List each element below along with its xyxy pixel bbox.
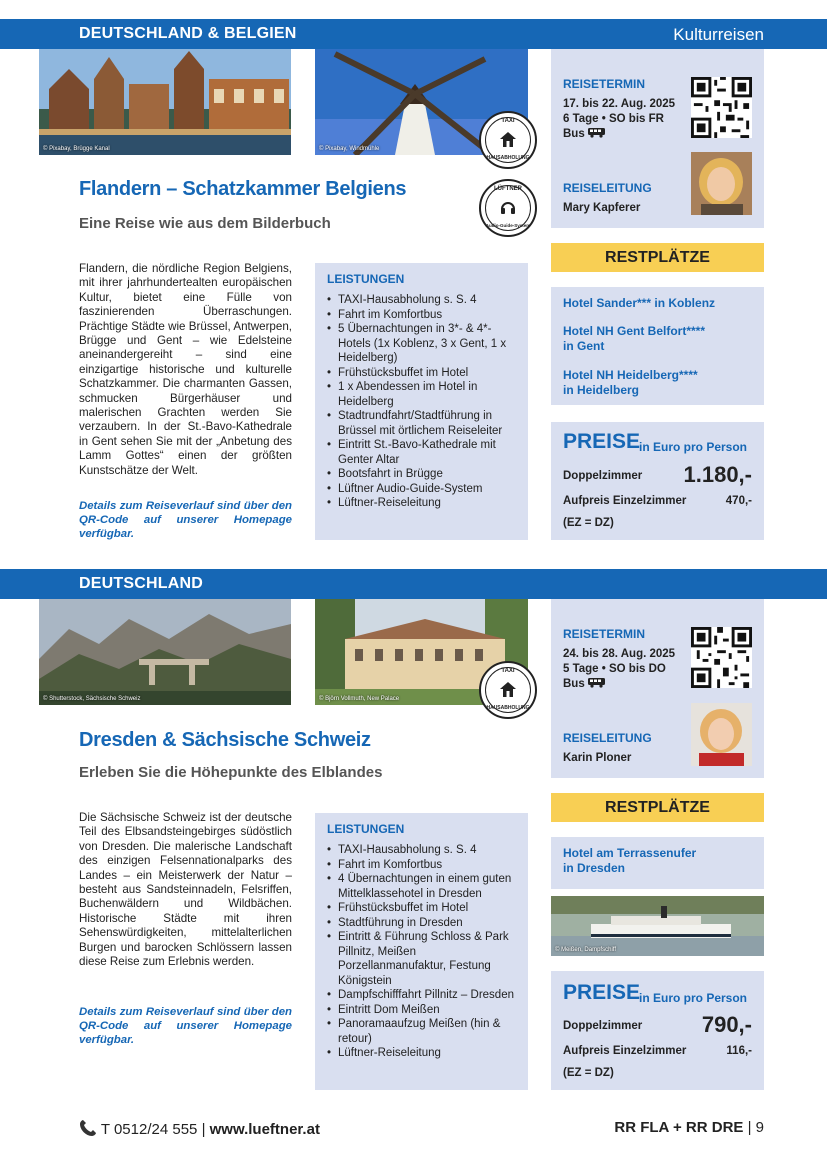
reiseleitung-name: Mary Kapferer (563, 202, 641, 214)
trip-subtitle: Eine Reise wie aus dem Bilderbuch (79, 215, 331, 232)
hotel-location: in Dresden (563, 861, 626, 875)
leistung-item: • Fahrt im Komfortbus (327, 308, 516, 323)
reisetermin-label: REISETERMIN (563, 77, 646, 91)
photo-bruges-canal (39, 49, 291, 155)
trip-description: Flandern, die nördliche Region Belgiens, mit ihrer jahrhundertealten europäischen Kultur, bietet eine Fülle von faszinierenden Überraschungen. Prächtige Städte wie Brüssel, Antwerpen, Brügge und Gent – wie Edelsteine aneinandergereiht – sind eine einzigartige historische und kulturelle Schatzkammer. Die charmanten Gassen, schmucken Bürgerhäuser und malerischen Grachten werden Sie verzaubern. In der St.-Bavo-Kathedrale in Gent sehen Sie mit der „Anbetung des Lamm Gottes“ einen der größten Kunstschätze der Welt. (79, 262, 292, 477)
photo-saxon-switzerland (39, 599, 291, 705)
photo-steamboat (551, 896, 764, 956)
leistung-item: • Lüftner-Reiseleitung (327, 1046, 516, 1061)
ez-note: (EZ = DZ) (563, 1067, 614, 1079)
hotel-name: Hotel NH Heidelberg**** (563, 368, 698, 382)
leistung-item: • 1 x Abendessen im Hotel in Heidelberg (327, 380, 516, 409)
leistung-item: • Bootsfahrt in Brügge (327, 467, 516, 482)
footer-separator: | (201, 1121, 206, 1138)
hotel-name: Hotel Sander*** in Koblenz (563, 296, 716, 310)
qr-code[interactable] (691, 627, 752, 688)
leistungen-box (315, 813, 528, 1090)
trip-description: Die Sächsische Schweiz ist der deutsche Teil des Elbsandsteingebirges südöstlich von Dresden. Die malerische Landschaft des einzigen Felsennationalparks des Landes – ein Meisterwerk der Natur – besteht aus Sandsteinnadeln, Felsriffen, Buchenwäldern und Wildbächen. Historische Städte mit ihren Sehenswürdigkeiten, mittelalterlichen Burgen und barocken Schlössern lassen diese Reise zum Erlebnis werden. (79, 811, 292, 969)
einzelzimmer-price: 116,- (726, 1045, 752, 1057)
details-note: Details zum Reiseverlauf sind über den QR-Code auf unserer Homepage verfügbar. (79, 1006, 292, 1046)
page-number: 9 (755, 1119, 764, 1136)
leistung-item: • Eintritt St.-Bavo-Kathedrale mit Genter Altar (327, 438, 516, 467)
leistung-item: • Fahrt im Komfortbus (327, 858, 516, 873)
photo-credit: © Pixabay, Brügge Kanal (43, 146, 110, 152)
ez-note: (EZ = DZ) (563, 517, 614, 529)
reisetermin-box (551, 599, 764, 778)
house-icon (498, 129, 518, 149)
reisetermin-label: REISETERMIN (563, 627, 646, 641)
leistung-item: • Frühstücksbuffet im Hotel (327, 366, 516, 381)
doppelzimmer-label: Doppelzimmer (563, 470, 643, 482)
photo-credit: © Shutterstock, Sächsische Schweiz (43, 696, 141, 702)
leistung-item: • Stadtführung in Dresden (327, 916, 516, 931)
preise-subtitle: in Euro pro Person (639, 440, 748, 454)
leistung-item: • Lüftner Audio-Guide-System (327, 482, 516, 497)
leistung-item: • 5 Übernachtungen in 3*- & 4*-Hotels (1x Koblenz, 3 x Gent, 1 x Heidelberg) (327, 322, 516, 366)
leistung-item: • Lüftner-Reiseleitung (327, 496, 516, 511)
einzelzimmer-price: 470,- (725, 495, 752, 507)
reisetermin-date: 24. bis 28. Aug. 2025 (563, 648, 676, 660)
doppelzimmer-price: 790,- (701, 1012, 752, 1037)
reiseleitung-label: REISELEITUNG (563, 181, 652, 195)
einzelzimmer-label: Aufpreis Einzelzimmer (563, 495, 687, 507)
hotel-name: Hotel am Terrassenufer (563, 846, 697, 860)
leistung-item: • Dampfschifffahrt Pillnitz – Dresden (327, 988, 516, 1003)
region-title: DEUTSCHLAND & BELGIEN (79, 25, 297, 42)
trip-title: Flandern – Schatzkammer Belgiens (79, 178, 407, 200)
footer-contact (79, 1119, 320, 1138)
reiseleitung-label: REISELEITUNG (563, 731, 652, 745)
badge-top-text: LÜFTNER (494, 186, 522, 192)
bus-icon (588, 128, 606, 138)
doppelzimmer-label: Doppelzimmer (563, 1020, 643, 1032)
reisetermin-date: 17. bis 22. Aug. 2025 (563, 98, 676, 110)
reisetermin-transport (563, 127, 606, 142)
hotels-box (551, 287, 764, 405)
hotel-location: in Heidelberg (563, 383, 640, 397)
leistung-item: • Stadtrundfahrt/Stadtführung in Brüssel mit örtlichem Reiseleiter (327, 409, 516, 438)
details-note: Details zum Reiseverlauf sind über den QR-Code auf unserer Homepage verfügbar. (79, 500, 292, 540)
qr-code[interactable] (691, 77, 752, 138)
reisetermin-box (551, 49, 764, 228)
einzelzimmer-label: Aufpreis Einzelzimmer (563, 1045, 687, 1057)
transport-label: Bus (563, 128, 585, 140)
guide-portrait (691, 703, 752, 766)
leistungen-title: LEISTUNGEN (327, 272, 405, 286)
badge-bottom-text: HAUSABHOLUNG (486, 155, 530, 161)
section-header-band (0, 19, 827, 49)
hotel-location: in Gent (563, 339, 605, 353)
leistungen-list (327, 843, 516, 1061)
photo-credit: © Meißen, Dampfschiff (555, 947, 616, 953)
leistung-item: • 4 Übernachtungen in einem guten Mittelklassehotel in Dresden (327, 872, 516, 901)
leistungen-title: LEISTUNGEN (327, 822, 405, 836)
trip-subtitle: Erleben Sie die Höhepunkte des Elblandes (79, 764, 383, 781)
hotels-box (551, 837, 764, 889)
bus-icon (588, 678, 606, 688)
leistungen-box (315, 263, 528, 540)
hotel-name: Hotel NH Gent Belfort**** (563, 324, 706, 338)
audio-guide-badge (479, 179, 537, 237)
category-title: Kulturreisen (673, 25, 764, 44)
house-icon (498, 679, 518, 699)
taxi-hausabholung-badge (479, 111, 537, 169)
leistung-item: • TAXI-Hausabholung s. S. 4 (327, 843, 516, 858)
preise-subtitle: in Euro pro Person (639, 991, 748, 1005)
website-link[interactable]: www.lueftner.at (209, 1121, 320, 1138)
trip-title: Dresden & Sächsische Schweiz (79, 729, 371, 751)
leistung-item: • Panoramaaufzug Meißen (hin & retour) (327, 1017, 516, 1046)
footer-separator: | (747, 1119, 752, 1136)
leistung-item: • Frühstücksbuffet im Hotel (327, 901, 516, 916)
guide-portrait (691, 152, 752, 215)
photo-credit: © Björn Vollmuth, New Palace (319, 696, 400, 702)
preise-box (551, 422, 764, 540)
badge-top-text: TAXI (501, 118, 515, 124)
trip-codes: RR FLA + RR DRE (614, 1119, 744, 1136)
region-title: DEUTSCHLAND (79, 575, 203, 592)
preise-title: PREISE (563, 430, 641, 453)
taxi-hausabholung-badge (479, 661, 537, 719)
reisetermin-days: 6 Tage • SO bis FR (563, 113, 664, 125)
transport-label: Bus (563, 678, 585, 690)
preise-title: PREISE (563, 981, 641, 1004)
reisetermin-transport (563, 677, 606, 692)
leistungen-list (327, 293, 516, 511)
restplaetze-banner: RESTPLÄTZE (551, 793, 764, 822)
section-header-band (0, 569, 827, 599)
photo-credit: © Pixabay, Windmühle (319, 146, 380, 152)
phone-number[interactable]: T 0512/24 555 (100, 1121, 198, 1138)
footer-page-info (614, 1119, 764, 1136)
leistung-item: • TAXI-Hausabholung s. S. 4 (327, 293, 516, 308)
preise-box (551, 971, 764, 1090)
phone-icon (79, 1119, 97, 1137)
badge-top-text: TAXI (501, 668, 515, 674)
badge-bottom-text: HAUSABHOLUNG (486, 705, 530, 711)
headset-icon (498, 197, 518, 217)
badge-bottom-text: Audio-Guide-System (485, 223, 531, 228)
restplaetze-banner: RESTPLÄTZE (551, 243, 764, 272)
leistung-item: • Eintritt & Führung Schloss & Park Pillnitz, Meißen Porzellanmanufaktur, Festung Königstein (327, 930, 516, 988)
reiseleitung-name: Karin Ploner (563, 752, 632, 764)
doppelzimmer-price: 1.180,- (683, 462, 752, 487)
reisetermin-days: 5 Tage • SO bis DO (563, 663, 666, 675)
leistung-item: • Eintritt Dom Meißen (327, 1003, 516, 1018)
